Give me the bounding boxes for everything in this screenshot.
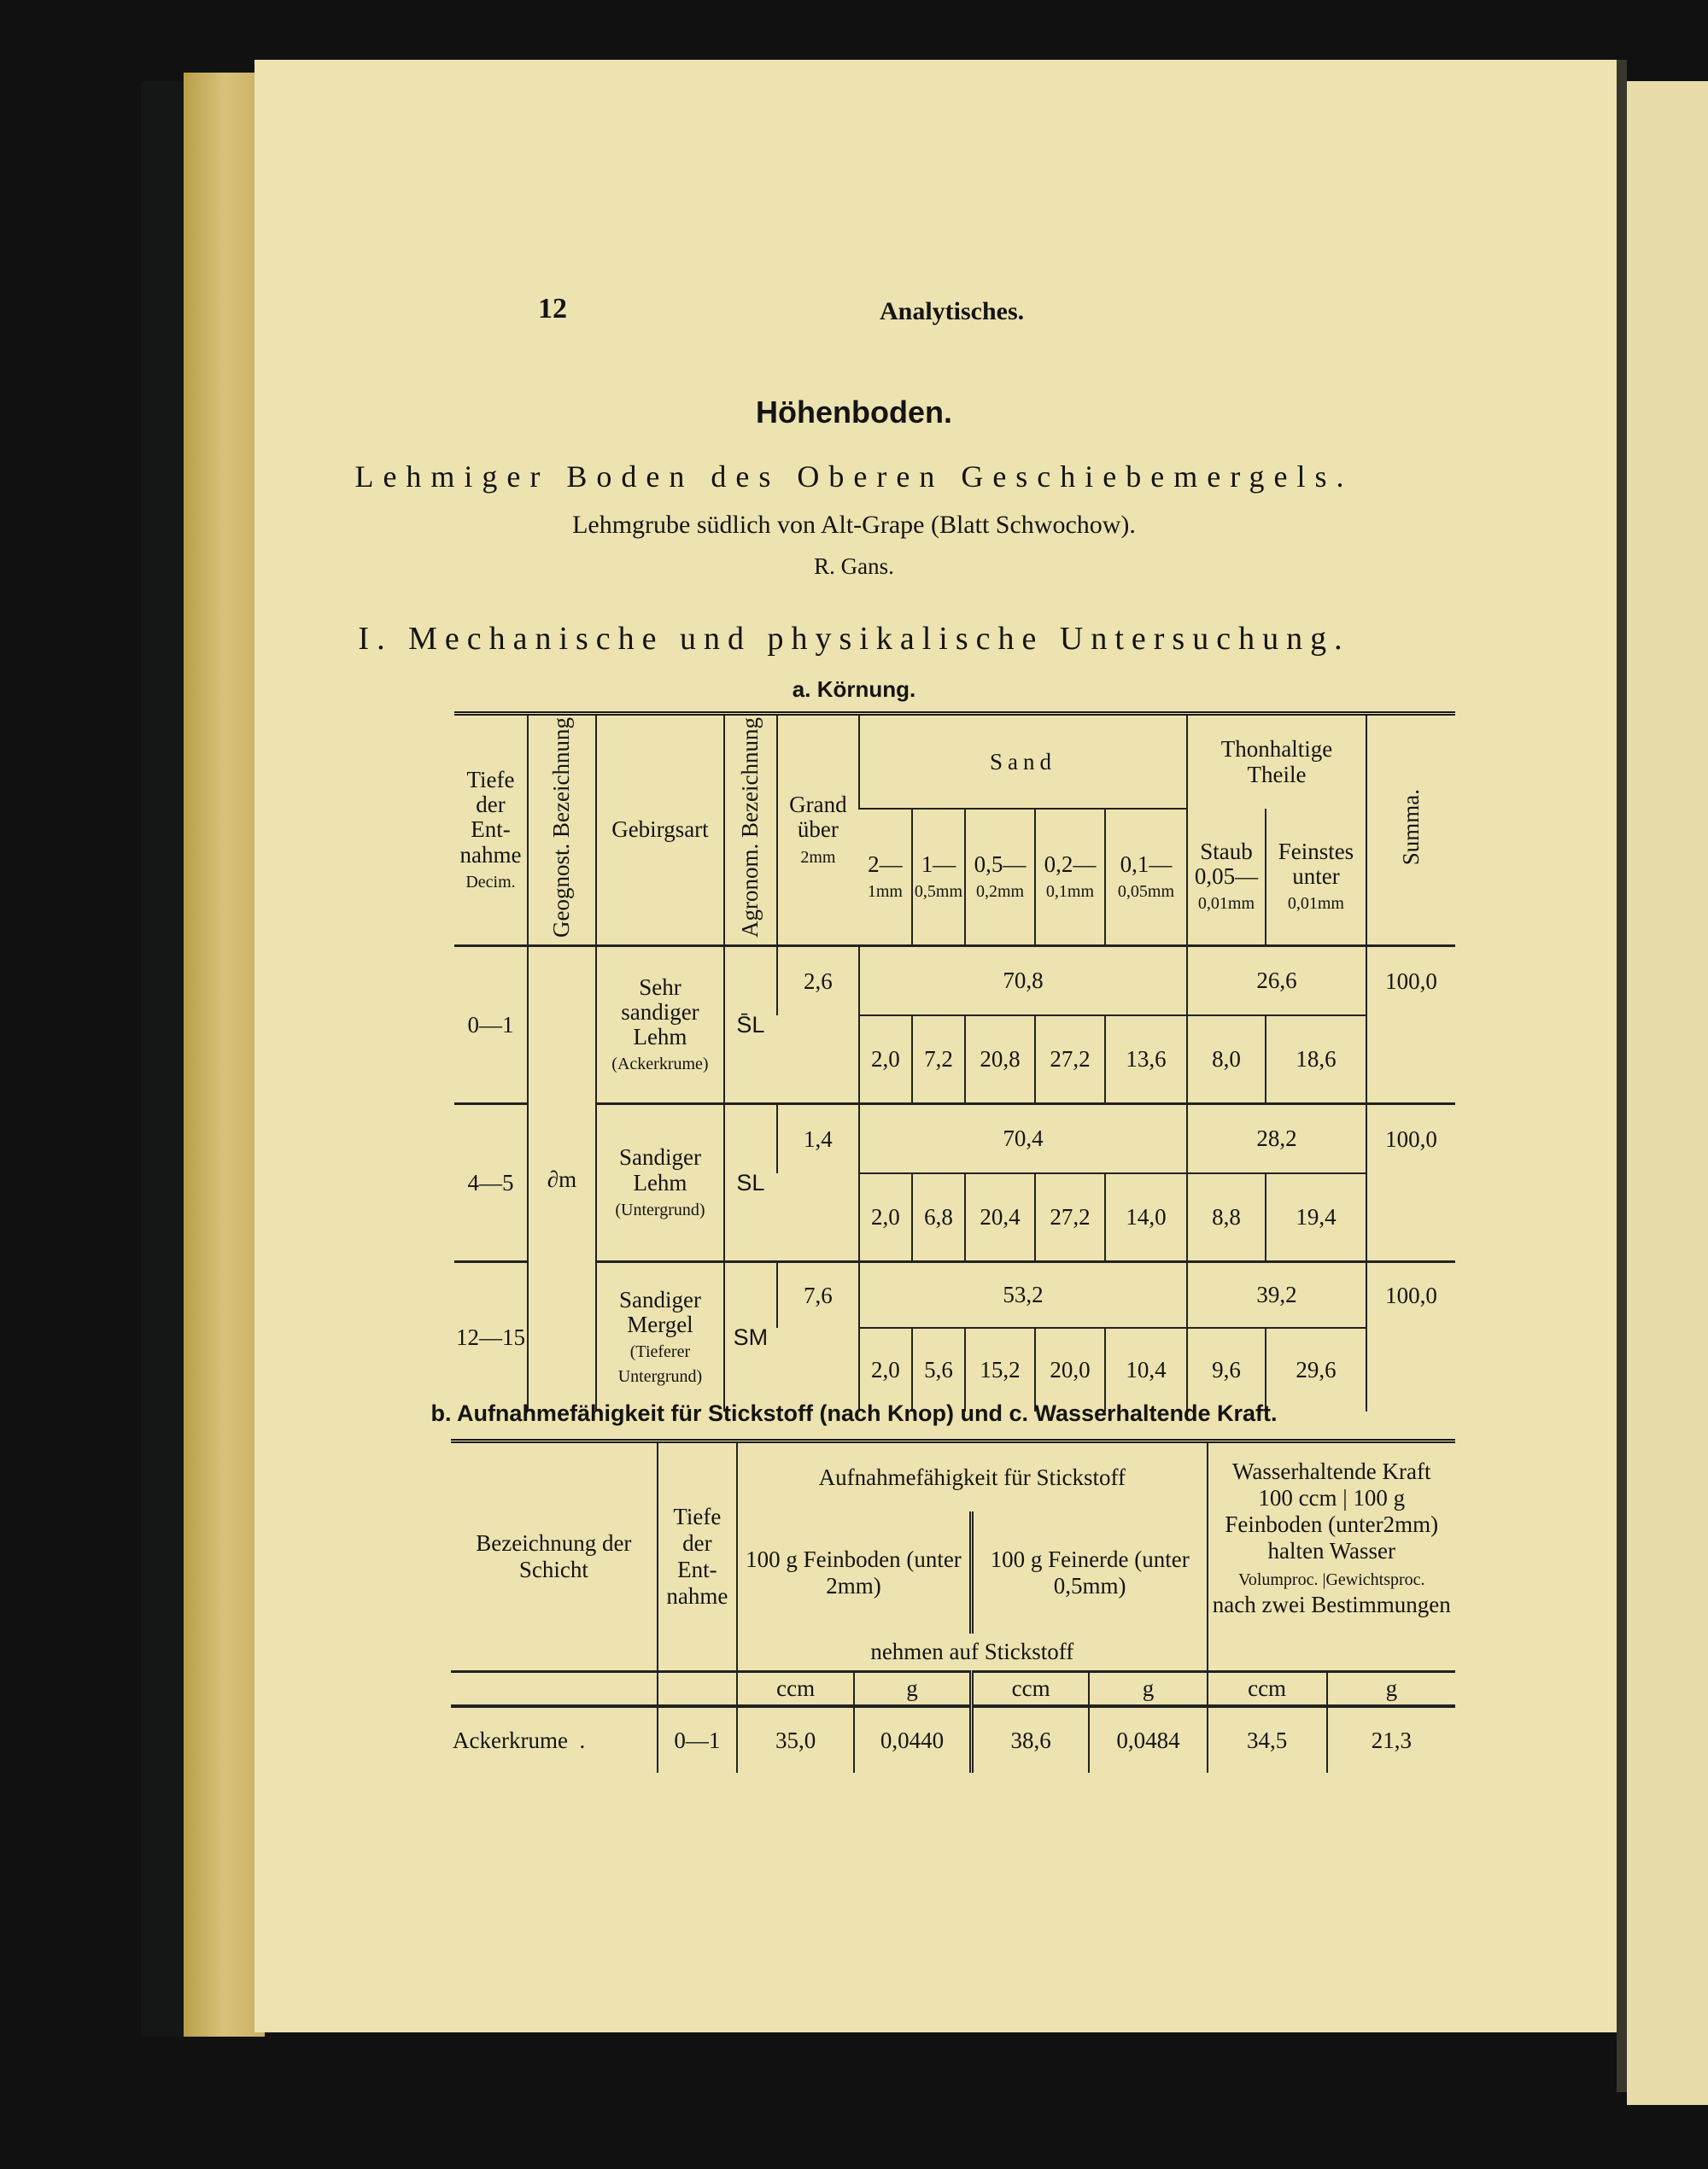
col-tiefe-b: Tiefe der Ent-nahme [658,1441,737,1672]
col-sand: Sand [859,714,1187,810]
col-feinboden: 100 g Feinboden (unter 2mm) [737,1511,971,1634]
col-bezeichnung: Bezeichnung der Schicht [451,1441,658,1672]
facing-page [1627,81,1708,2105]
col-summa: Summa. [1366,714,1455,946]
running-head: Analytisches. [880,297,1025,325]
table-row: 2,0 7,2 20,8 27,2 13,6 8,0 18,6 [454,1015,1455,1104]
col-sand-2: 1— 0,5mm [912,809,965,945]
col-aufnahme: Aufnahmefähigkeit für Stickstoff [737,1441,1207,1512]
gutter [1617,60,1627,2092]
col-sand-5: 0,1— 0,05mm [1105,809,1187,945]
table-row: Ackerkrume . 0—1 35,0 0,0440 38,6 0,0484 34,5 21,3 [451,1706,1455,1773]
col-thon: Thonhaltige Theile [1187,714,1366,810]
subsection-b: b. Aufnahmefähigkeit für Stickstoff (nach Knop) und c. Wasserhaltende Kraft. [430,1400,1278,1426]
col-sand-4: 0,2— 0,1mm [1035,809,1105,945]
col-tiefe: Tiefe der Ent-nahme Decim. [454,714,528,946]
location: Lehmgrube südlich von Alt-Grape (Blatt Schwochow). [572,511,1136,539]
table-row: 12—15 Sandiger Mergel (Tieferer Untergrund) SM 7,6 53,2 39,2 100,0 [454,1262,1455,1329]
subtitle: Lehmiger Boden des Oberen Geschiebemergels. [354,459,1354,494]
col-wasser: Wasserhaltende Kraft 100 ccm | 100 g Feinboden (unter2mm) halten Wasser Volumproc. |Gewichtsproc. nach zwei Bestimmungen [1208,1441,1455,1634]
table-aufnahme: Bezeichnung der Schicht Tiefe der Ent-nahme Aufnahmefähigkeit für Stickstoff Wasserhaltende Kraft 100 ccm | 100 g Feinboden (unter2mm) halten Wasser Volumproc. |Gewichtsproc. nach zwei Bestimmungen 100 g Feinboden (unter 2mm) 100 g Feinerde (unter 0,5mm) nehmen auf Stickstoff ccm g ccm g ccm g Ackerkrume . 0—1 35,0 0,0440 38,6 0,0484 34,5 21,3 [451,1439,1455,1773]
col-geognost: Geognost. Bezeichnung [528,714,596,946]
page-edges [184,73,265,2037]
col-sand-3: 0,5— 0,2mm [965,809,1035,945]
col-gebirgsart: Gebirgsart [596,714,724,946]
table-row: 2,0 5,6 15,2 20,0 10,4 9,6 29,6 [454,1328,1455,1412]
section-heading: I. Mechanische und physikalische Untersuchung. [358,621,1350,657]
subsection-a: a. Körnung. [792,676,916,702]
geognost-symbol: ∂m [528,946,596,1412]
table-row: 2,0 6,8 20,4 27,2 14,0 8,8 19,4 [454,1173,1455,1262]
table-koernung [454,711,1455,1412]
page-title: Höhenboden. [756,395,952,430]
page-number: 12 [538,293,567,324]
author: R. Gans. [814,553,894,579]
col-staub: Staub 0,05— 0,01mm [1187,809,1266,945]
col-grand: Grand über 2mm [777,714,859,946]
col-feinstes: Feinstes unter 0,01mm [1266,809,1366,945]
col-agronom: Agronom. Bezeichnung [724,714,777,946]
table-row: 0—1 ∂m Sehr sandiger Lehm (Ackerkrume) S̄L 2,6 70,8 26,6 100,0 [454,946,1455,1016]
col-nehmen: nehmen auf Stickstoff [737,1634,1207,1672]
col-feinerde: 100 g Feinerde (unter 0,5mm) [971,1511,1207,1634]
col-sand-1: 2— 1mm [859,809,912,945]
table-row: 4—5 Sandiger Lehm (Untergrund) SL 1,4 70,4 28,2 100,0 [454,1104,1455,1174]
